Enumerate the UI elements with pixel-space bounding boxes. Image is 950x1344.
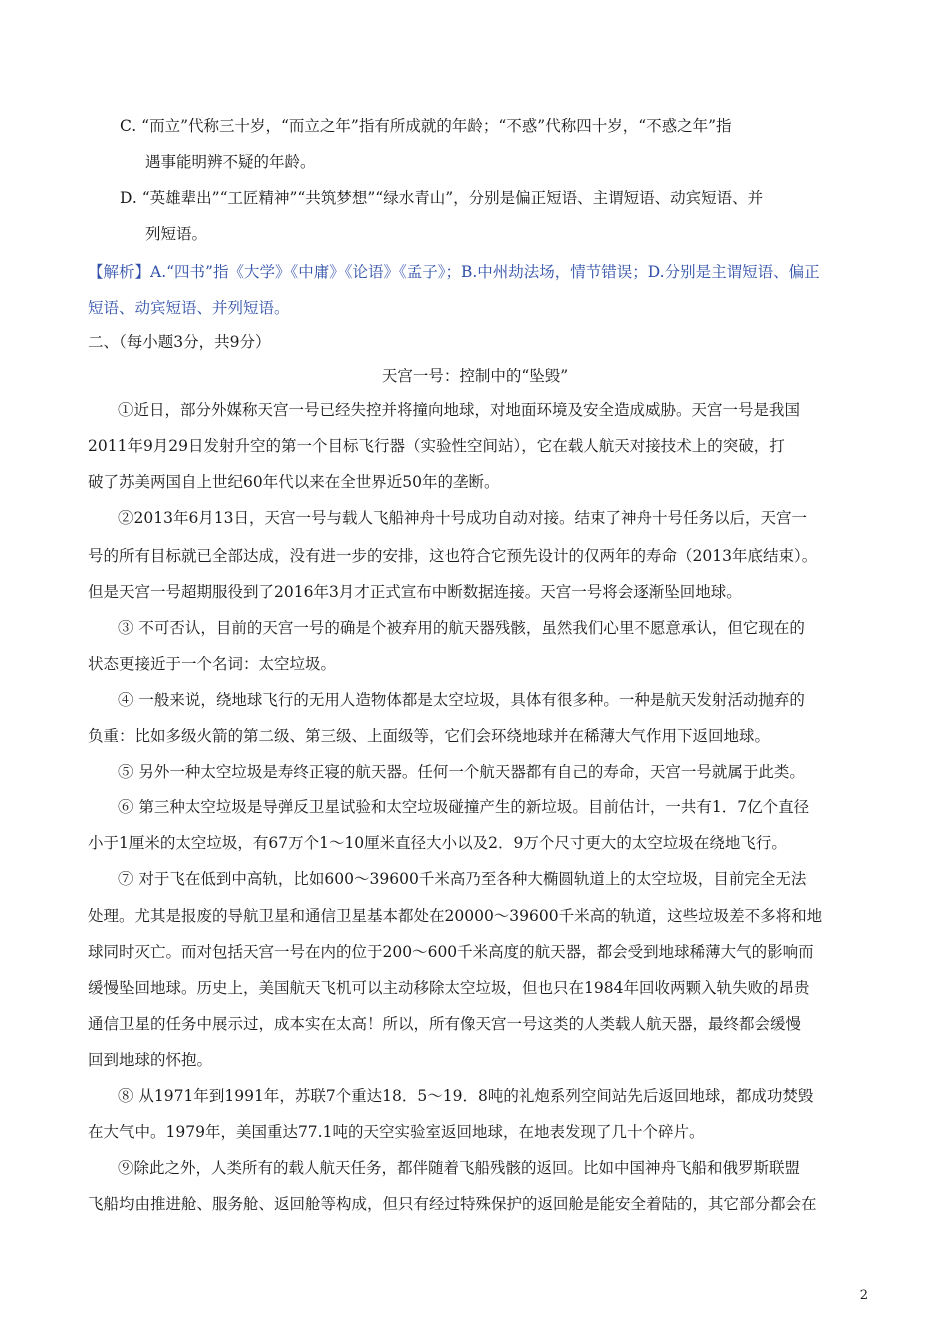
paragraph-9-line-2: 飞船均由推进舱、服务舱、返回舱等构成，但只有经过特殊保护的返回舱是能安全着陆的，其它部分都会在 [88, 1195, 817, 1213]
paragraph-7-line-2: 处理。尤其是报废的导航卫星和通信卫星基本都处在20000～39600千米高的轨道，这些垃圾差不多将和地 [88, 907, 823, 925]
paragraph-7-line-1: ⑦ 对于飞在低到中高轨，比如600～39600千米高乃至各种大椭圆轨道上的太空垃圾，目前完全无法 [118, 870, 807, 888]
analysis-line-2: 短语、动宾短语、并列短语。 [88, 299, 290, 317]
paragraph-6-line-2: 小于1厘米的太空垃圾，有67万个1～10厘米直径大小以及2．9万个尺寸更大的太空垃圾在绕地飞行。 [88, 834, 787, 852]
paragraph-7-line-3: 球同时灭亡。而对包括天宫一号在内的位于200～600千米高度的航天器，都会受到地球稀薄大气的影响而 [88, 943, 814, 961]
paragraph-2-line-3: 但是天宫一号超期服役到了2016年3月才正式宣布中断数据连接。天宫一号将会逐渐坠回地球。 [88, 583, 742, 601]
analysis-line-1: 【解析】A.“四书”指《大学》《中庸》《论语》《孟子》；B.中州劫法场，情节错误；D.分别是主谓短语、偏正 [88, 263, 820, 281]
paragraph-3-line-1: ③ 不可否认，目前的天宫一号的确是个被弃用的航天器残骸，虽然我们心里不愿意承认，但它现在的 [118, 619, 805, 637]
option-d-line-1: D. “英雄辈出”“工匠精神”“共筑梦想”“绿水青山”，分别是偏正短语、主谓短语、动宾短语、并 [120, 189, 764, 207]
option-c-line-1: C. “而立”代称三十岁，“而立之年”指有所成就的年龄；“不惑”代称四十岁，“不惑之年”指 [120, 117, 732, 135]
paragraph-9-line-1: ⑨除此之外，人类所有的载人航天任务，都伴随着飞船残骸的返回。比如中国神舟飞船和俄罗斯联盟 [118, 1159, 801, 1177]
paragraph-2-line-1: ②2013年6月13日，天宫一号与载人飞船神舟十号成功自动对接。结束了神舟十号任务以后，天宫一 [118, 509, 808, 527]
option-d-line-2: 列短语。 [145, 225, 208, 243]
paragraph-1-line-2: 2011年9月29日发射升空的第一个目标飞行器（实验性空间站），它在载人航天对接技术上的突破，打 [88, 437, 785, 455]
paragraph-5-line-1: ⑤ 另外一种太空垃圾是寿终正寝的航天器。任何一个航天器都有自己的寿命，天宫一号就属于此类。 [118, 763, 805, 781]
paragraph-7-line-6: 回到地球的怀抱。 [88, 1051, 213, 1069]
page-number: 2 [859, 1288, 868, 1303]
paragraph-6-line-1: ⑥ 第三种太空垃圾是导弹反卫星试验和太空垃圾碰撞产生的新垃圾。目前估计，一共有1．7亿个直径 [118, 798, 810, 816]
paragraph-8-line-1: ⑧ 从1971年到1991年，苏联7个重达18．5～19．8吨的礼炮系列空间站先后返回地球，都成功焚毁 [118, 1087, 814, 1105]
paragraph-7-line-4: 缓慢坠回地球。历史上，美国航天飞机可以主动移除太空垃圾，但也只在1984年回收两颗入轨失败的昂贵 [88, 979, 810, 997]
paragraph-3-line-2: 状态更接近于一个名词：太空垃圾。 [88, 655, 337, 673]
option-c-line-2: 遇事能明辨不疑的年龄。 [145, 153, 316, 171]
paragraph-1-line-3: 破了苏美两国自上世纪60年代以来在全世界近50年的垄断。 [88, 473, 500, 491]
paragraph-7-line-5: 通信卫星的任务中展示过，成本实在太高！所以，所有像天宫一号这类的人类载人航天器，最终都会缓慢 [88, 1015, 802, 1033]
section-header: 二、（每小题3分，共9分） [88, 333, 271, 351]
paragraph-8-line-2: 在大气中。1979年，美国重达77.1吨的天空实验室返回地球，在地表发现了几十个碎片。 [88, 1123, 705, 1141]
article-title: 天宫一号：控制中的“坠毁” [381, 367, 569, 385]
paragraph-1-line-1: ①近日，部分外媒称天宫一号已经失控并将撞向地球，对地面环境及安全造成威胁。天宫一号是我国 [118, 401, 801, 419]
paragraph-2-line-2: 号的所有目标就已全部达成，没有进一步的安排，这也符合它预先设计的仅两年的寿命（2013年底结束）。 [88, 547, 818, 565]
paragraph-4-line-2: 负重：比如多级火箭的第二级、第三级、上面级等，它们会环绕地球并在稀薄大气作用下返回地球。 [88, 727, 771, 745]
paragraph-4-line-1: ④ 一般来说，绕地球飞行的无用人造物体都是太空垃圾，具体有很多种。一种是航天发射活动抛弃的 [118, 691, 805, 709]
